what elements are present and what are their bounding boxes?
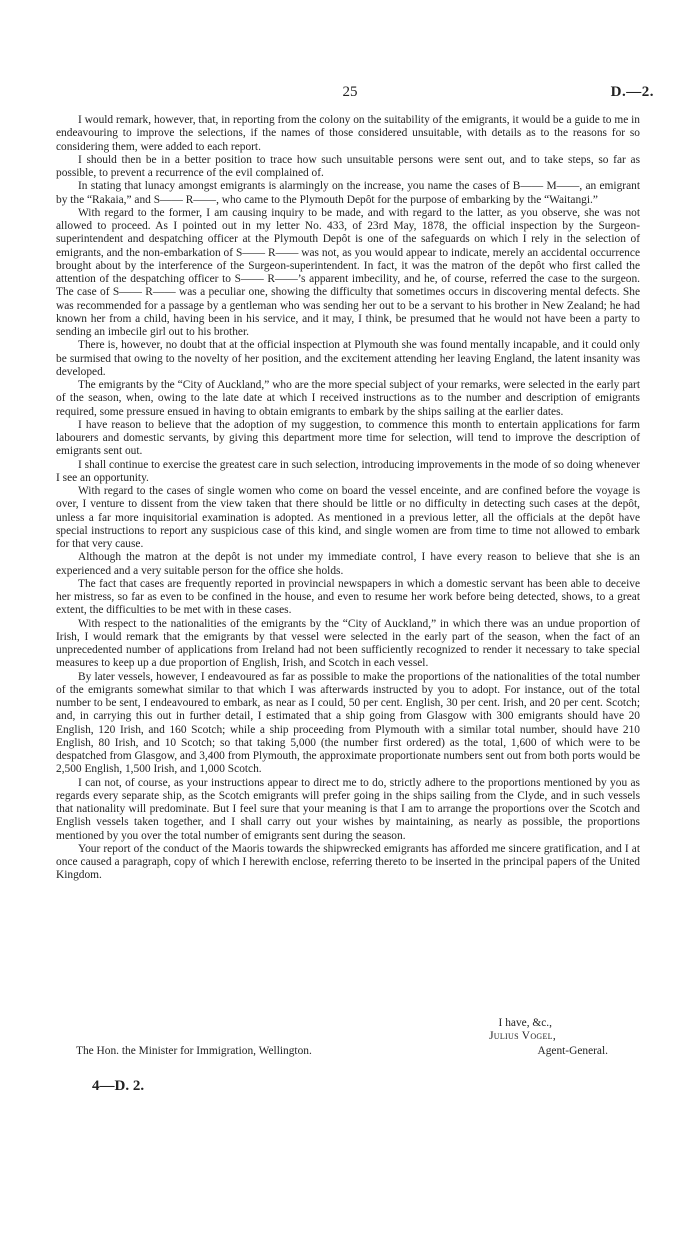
paragraph: I shall continue to exercise the greatest care in such selection, introducing improvements in the mode of so doing whenever I see an opportunity.: [56, 458, 640, 484]
addressee: The Hon. the Minister for Immigration, Wellington.: [76, 1045, 312, 1057]
paragraph: I would remark, however, that, in reporting from the colony on the suitability of the emigrants, it would be a guide to me in endeavouring to improve the selections, if the names of those considered unsuitable, with details as to the reasons for so considering them, were added to each report.: [56, 114, 640, 153]
paragraph: With regard to the former, I am causing inquiry to be made, and with regard to the latter, as you observe, she was not allowed to proceed. As I pointed out in my letter No. 433, of 23rd May, 1878, the official inspection by the Surgeon-superintendent and despatching officer at the Plymouth Depôt is one of the safeguards on which I rely in the selection of emigrants, and the non-embarkation of S—— R—— was not, as you would appear to indicate, merely an accidental occurrence brought about by the interference of the Surgeon-superintendent. In fact, it was the matron of the depôt who first called the attention of the despatching officer to S—— R——’s apparent imbecility, and he, of course, referred the case to the surgeon. The case of S—— R—— was a peculiar one, showing the difficulty that sometimes occurs in discovering mental defects. She was recommended for a passage by a gentleman who was sending her out to be a servant to his brother in New Zealand; he had known her from a child, having been in his service, and it may, I think, be presumed that he would not have been a party to sending an imbecile girl out to his brother.: [56, 206, 640, 338]
paragraph: Your report of the conduct of the Maoris towards the shipwrecked emigrants has afforded me sincere gratification, and I at once caused a paragraph, copy of which I herewith enclose, referring thereto to be inserted in the principal papers of the United Kingdom.: [56, 842, 640, 882]
paragraph: There is, however, no doubt that at the official inspection at Plymouth she was found mentally incapable, and it could only be surmised that owing to the novelty of her position, and the excitement attending her leaving England, the latent insanity was developed.: [56, 339, 640, 378]
paragraph: I can not, of course, as your instructions appear to direct me to do, strictly adhere to the proportions mentioned by you as regards every separate ship, as the Scotch emigrants will prefer going in the ships sailing from the Clyde, and in such vessels that nationality will predominate. But I feel sure that your meaning is that I am to arrange the proportions over the Scotch and English vessels taken together, and I shall carry out your wishes by maintaining, as nearly as possible, the proportions mentioned by you over the total number of emigrants sent during the season.: [56, 776, 640, 842]
letter-body: [56, 114, 640, 883]
paragraph: The emigrants by the “City of Auckland,” who are the more special subject of your remarks, were selected in the early part of the season, when, owing to the late date at which I received instructions as to the number and description of emigrants required, some pressure ensued in having to obtain emigrants to embark by the ships sailing at the earlier dates.: [56, 379, 640, 418]
paragraph: In stating that lunacy amongst emigrants is alarmingly on the increase, you name the cases of B—— M——, an emigrant by the “Rakaia,” and S—— R——, who came to the Plymouth Depôt for the purpose of embarking by the “Waitangi.”: [56, 180, 640, 206]
page-number: 25: [342, 84, 358, 100]
sheet-mark: 4—D. 2.: [92, 1078, 145, 1094]
paragraph: By later vessels, however, I endeavoured as far as possible to make the proportions of the nationalities of the total number of the emigrants somewhat similar to that which I was afterwards instructed by you to adopt. For instance, out of the total number to be sent, I endeavoured to embark, as near as I could, 50 per cent. English, 30 per cent. Irish, and 20 per cent. Scotch; and, in carrying this out in further detail, I estimated that a ship going from Glasgow with 300 emigrants should have 20 English, 120 Irish, and 160 Scotch; while a ship proceeding from Plymouth with a similar total number, should have 210 English, 80 Irish, and 10 Scotch; so that taking 5,000 (the number first ordered) as the total, 1,600 of which were to be despatched from Glasgow, and 3,400 from Plymouth, the approximate proportionate numbers sent out from both ports would be 2,500 English, 1,500 Irish, and 1,000 Scotch.: [56, 670, 640, 776]
paragraph: With regard to the cases of single women who come on board the vessel enceinte, and are confined before the voyage is over, I venture to dissent from the view taken that there should be little or no difficulty in detecting such cases at the depôt, unless a far more inquisitorial examination is adopted. As mentioned in a previous letter, all the officials at the depôt have special instructions to report any suspicious case of this kind, and single women are from time to time not allowed to embark for that very cause.: [56, 485, 640, 550]
signatory-name: Julius Vogel,: [489, 1030, 556, 1042]
paragraph: I have reason to believe that the adoption of my suggestion, to commence this month to entertain applications for farm labourers and domestic servants, by giving this department more time for selection, will tend to improve the description of emigrants sent out.: [56, 418, 640, 458]
signatory-title: Agent-General.: [537, 1045, 608, 1057]
document-reference: D.—2.: [610, 84, 654, 100]
paragraph: I should then be in a better position to trace how such unsuitable persons were sent out, and to take steps, so far as possible, to prevent a recurrence of the evil complained of.: [56, 153, 640, 179]
valediction: I have, &c.,: [498, 1017, 552, 1029]
paragraph: Although the matron at the depôt is not under my immediate control, I have every reason to believe that she is an experienced and a very suitable person for the office she holds.: [56, 551, 640, 577]
paragraph: With respect to the nationalities of the emigrants by the “City of Auckland,” in which there was an undue proportion of Irish, I would remark that the emigrants by that vessel were selected in the early part of the season, when the fact of an unprecedented number of applications from Ireland had not been sufficiently recognized to render it necessary to take special measures to keep up a due proportion of English, Irish, and Scotch in each vessel.: [56, 617, 640, 670]
paragraph: The fact that cases are frequently reported in provincial newspapers in which a domestic servant has been able to deceive her mistress, so far as even to be confined in the house, and even to resume her work before being detected, shows, to a great extent, the difficulties to be met with in these cases.: [56, 577, 640, 617]
